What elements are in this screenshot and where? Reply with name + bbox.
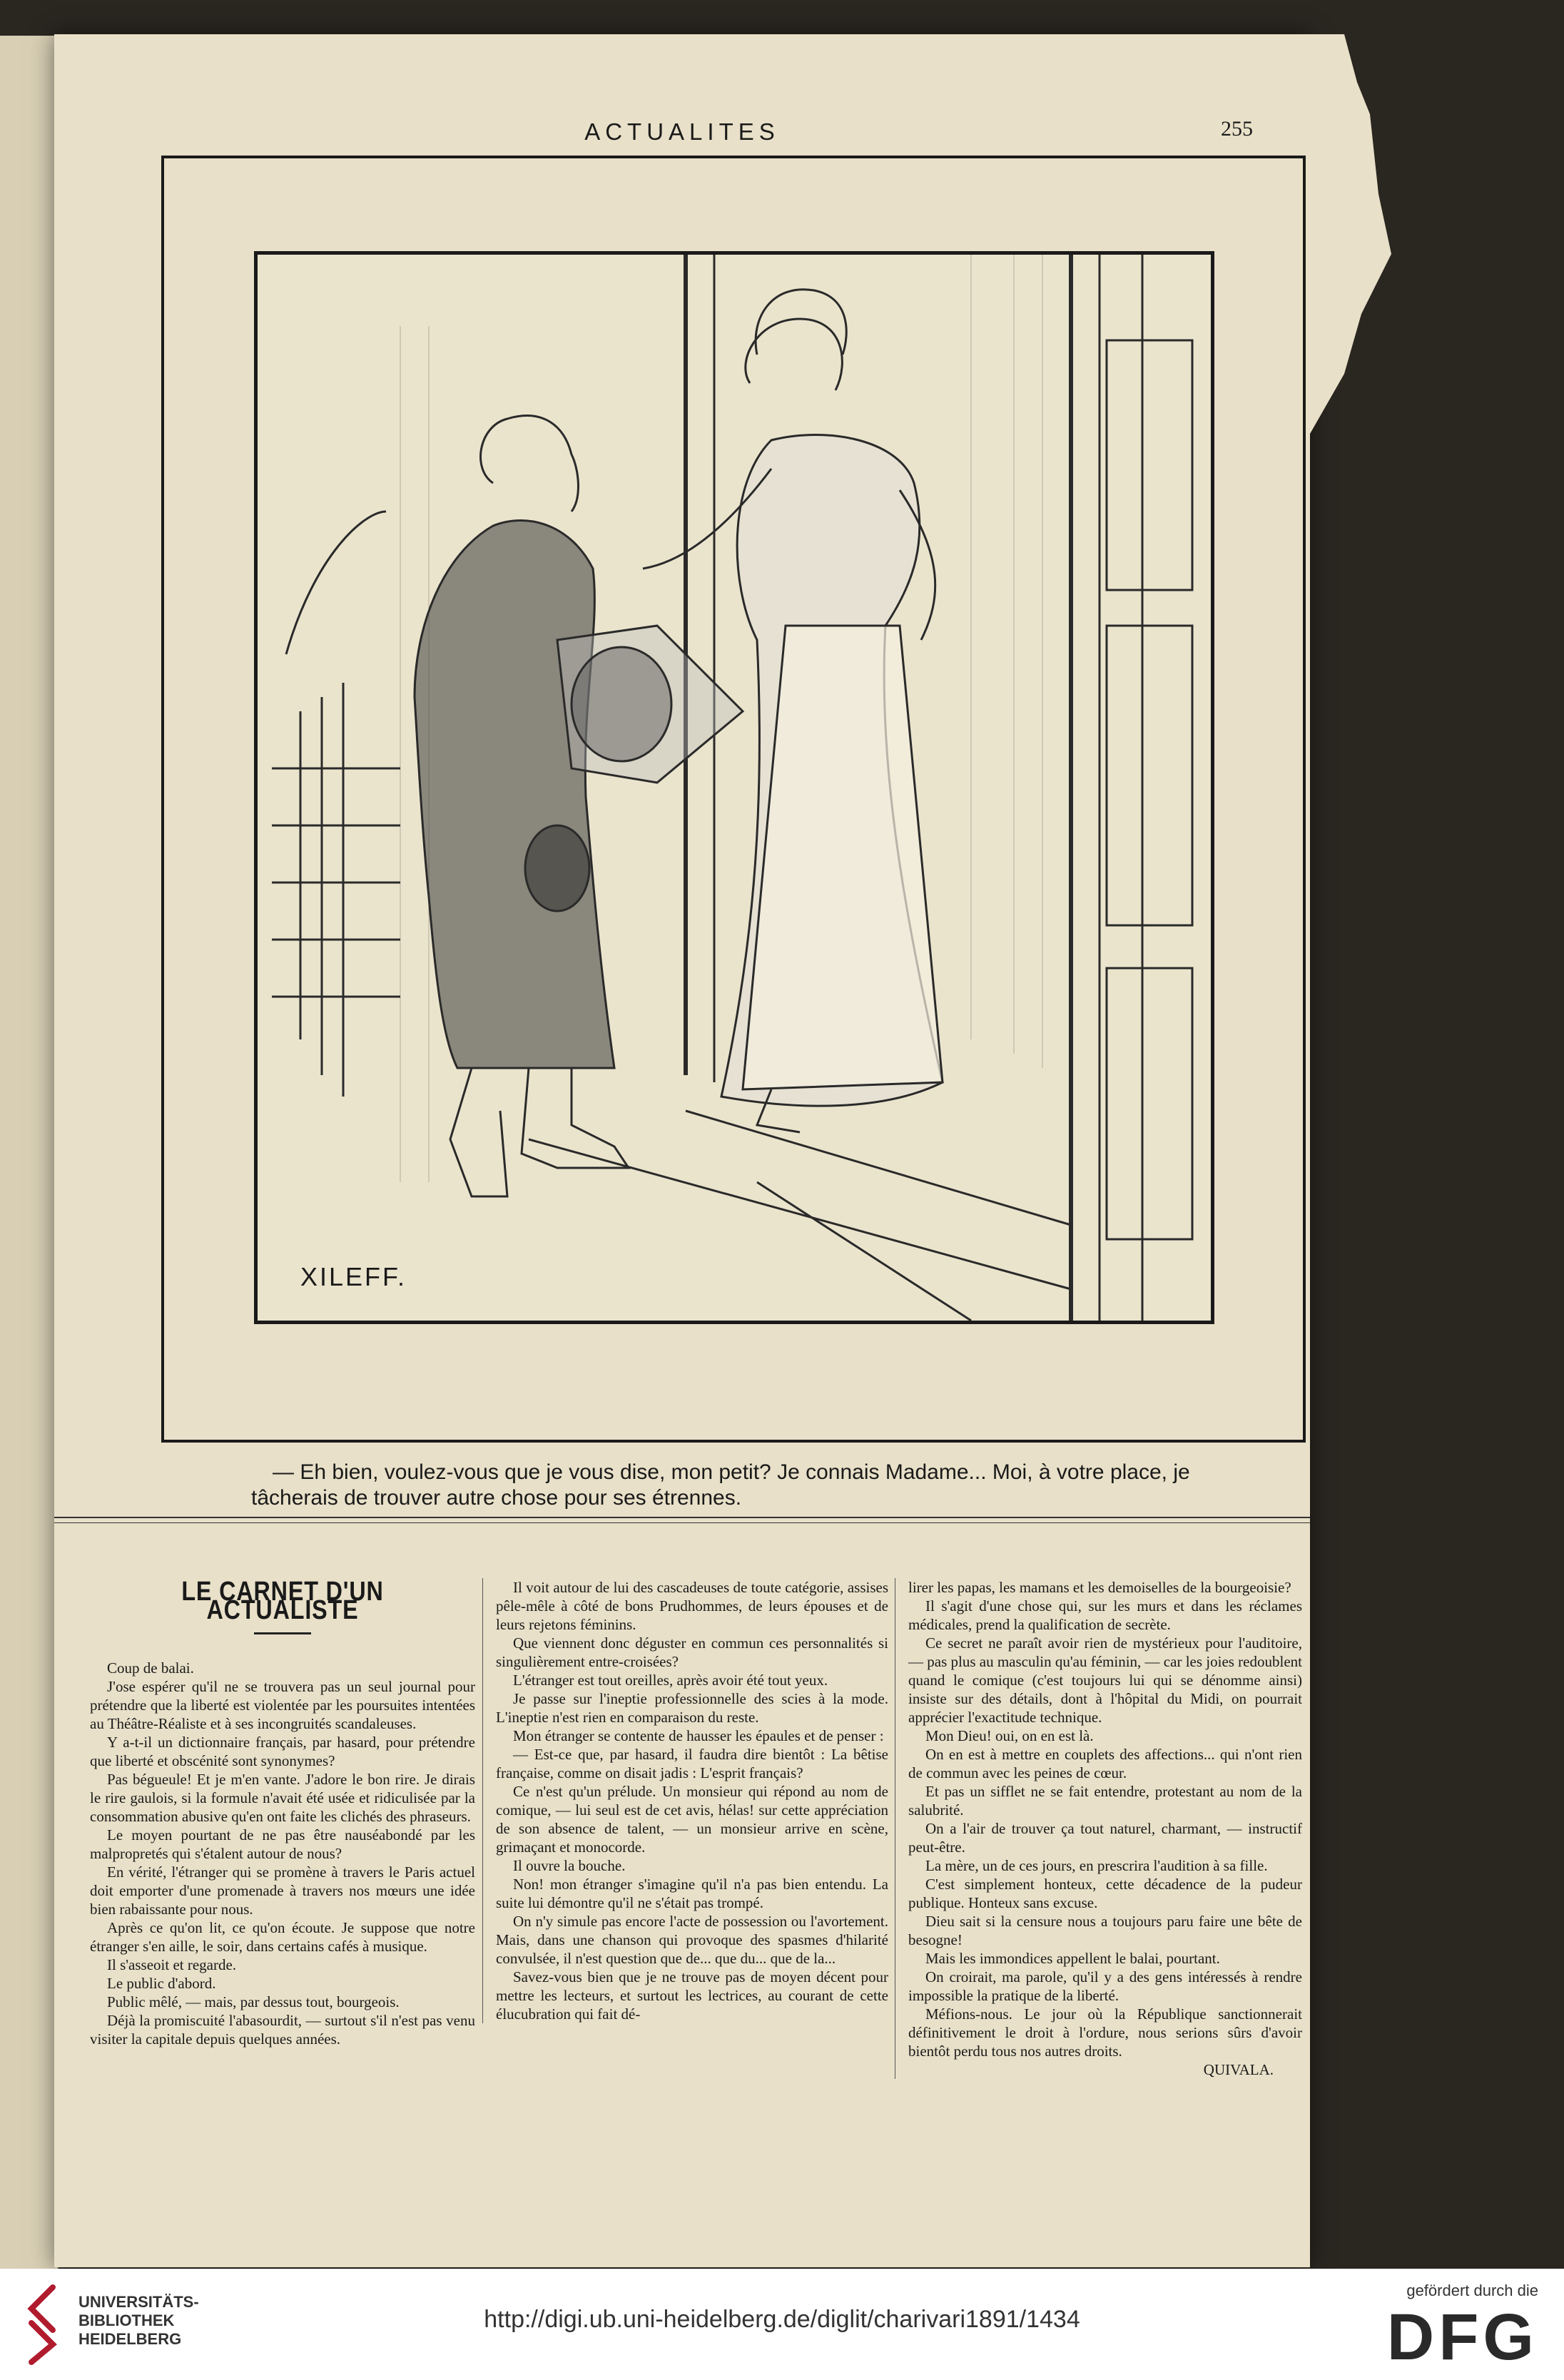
paragraph: J'ose espérer qu'il ne se trouvera pas un seul journal pour prétendre que la liberté est violentée par les poursuites intentées au Théâtre-Réaliste et à ses incongruités scandaleuses. [90, 1678, 475, 1732]
column-1-paragraphs [90, 1659, 475, 2048]
paragraph: Ce n'est qu'un prélude. Un monsieur qui répond au nom de comique, — lui seul est de cet avis, hélas! sur cette appréciation de son absence de talent, — un monsieur arrive en scène, grimaçant et monocorde. [496, 1783, 888, 1856]
paragraph: On a l'air de trouver ça tout naturel, charmant, — instructif peut-être. [908, 1820, 1302, 1856]
paragraph: On croirait, ma parole, qu'il y a des gens intéressés à rendre impossible la pratique de la liberté. [908, 1968, 1302, 2004]
document-url-link[interactable]: http://digi.ub.uni-heidelberg.de/diglit/charivari1891/1434 [484, 2306, 1080, 2333]
paragraph: Que viennent donc déguster en commun ces personnalités si singulièrement entre-croisées? [496, 1634, 888, 1670]
paragraph: Pas bégueule! Et je m'en vante. J'adore le bon rire. Je dirais le rire gaulois, si la formule n'avait été usée et ridiculisée par la consommation abusive qu'en ont faite les clichés des phraseurs. [90, 1771, 475, 1825]
paragraph: Il s'agit d'une chose qui, sur les murs et dans les réclames médicales, prend la qualification de secrète. [908, 1597, 1302, 1633]
article-column-1 [90, 1575, 475, 2048]
running-head: ACTUALITES [584, 118, 780, 145]
paragraph: C'est simplement honteux, cette décadence de la pudeur publique. Honteux sans excuse. [908, 1876, 1302, 1911]
paragraph: Ce secret ne paraît avoir rien de mystérieux pour l'auditoire, — pas plus au masculin qu'au féminin, — car les joies redoublent quand le comique (c'est toujours lui qui se dénomme ainsi) insiste sur des détails, dont à l'hôpital du Midi, on pourrait apprécier l'exactitude technique. [908, 1634, 1302, 1726]
facing-page-edge [0, 36, 59, 2269]
illustration-caption: — Eh bien, voulez-vous que je vous dise, mon petit? Je connais Madame... Moi, à votre place, je tâcherais de trouver autre chose pour ses étrennes. [251, 1460, 1190, 1510]
paragraph: lirer les papas, les mamans et les demoiselles de la bourgeoisie? [908, 1579, 1291, 1596]
paragraph: Je passe sur l'ineptie professionnelle des scies à la mode. L'ineptie n'est rien en comparaison du reste. [496, 1690, 888, 1726]
illustration-outer-frame [161, 156, 1306, 1443]
paragraph: Déjà la promiscuité l'abasourdit, — surtout s'il n'est pas venu visiter la capitale depuis quelques années. [90, 2012, 475, 2048]
paragraph: Le moyen pourtant de ne pas être nauséabondé par les malpropretés qui s'étalent autour de nous? [90, 1826, 475, 1862]
paragraph: On en est à mettre en couplets des affections... qui n'ont rien de commun avec les peines de cœur. [908, 1746, 1302, 1781]
funding-label: gefördert durch die [1406, 2282, 1538, 2299]
paragraph: Dieu sait si la censure nous a toujours paru faire une bête de besogne! [908, 1913, 1302, 1948]
paragraph: Après ce qu'on lit, ce qu'on écoute. Je suppose que notre étranger s'en aille, le soir, dans certains cafés à musique. [90, 1919, 475, 1955]
title-rule [254, 1632, 311, 1634]
article-title: LE CARNET D'UN ACTUALISTE [181, 1577, 384, 1625]
paragraph: Et pas un sifflet ne se fait entendre, protestant au nom de la salubrité. [908, 1783, 1302, 1819]
paragraph: Savez-vous bien que je ne trouve pas de moyen décent pour mettre les lecteurs, et surtout les lectrices, au courant de cette élucubration qui fait dé- [496, 1968, 888, 2023]
newspaper-page [54, 34, 1310, 2267]
paragraph: Coup de balai. [107, 1659, 194, 1677]
article-column-2 [482, 1578, 888, 2023]
paragraph: Il ouvre la bouche. [513, 1857, 626, 1874]
paragraph: En vérité, l'étranger qui se promène à travers le Paris actuel doit emporter d'une promenade à travers nos mœurs une idée bien rabaissante pour nous. [90, 1863, 475, 1918]
footer-bar [0, 2269, 1564, 2380]
paragraph: Le public d'abord. [107, 1975, 216, 1992]
dfg-logo: DFG [1386, 2301, 1538, 2374]
illustration-inner-frame [254, 251, 1214, 1324]
section-divider-bottom [54, 1522, 1310, 1523]
paragraph: On n'y simule pas encore l'acte de possession ou l'avortement. Mais, dans une chanson qui provoque des spasmes d'hilarité convulsée, il n'est question que de... que du... que de la... [496, 1913, 888, 1967]
article-column-3 [895, 1578, 1302, 2079]
institution-line: HEIDELBERG [78, 2330, 182, 2348]
institution-line: BIBLIOTHEK [78, 2312, 175, 2329]
paragraph: Méfions-nous. Le jour où la République sanctionnerait définitivement le droit à l'ordure, nous serions sûrs d'avoir bientôt perdu tous nos autres droits. [908, 2005, 1302, 2060]
paragraph: Mais les immondices appellent le balai, pourtant. [925, 1950, 1220, 1967]
paragraph: La mère, un de ces jours, en prescrira l'audition à sa fille. [925, 1857, 1268, 1874]
paragraph: Mon étranger se contente de hausser les épaules et de penser : [513, 1727, 884, 1744]
page-number: 255 [1221, 117, 1253, 141]
paragraph: L'étranger est tout oreilles, après avoir été tout yeux. [513, 1672, 828, 1689]
paragraph: Mon Dieu! oui, on en est là. [925, 1727, 1094, 1744]
illustration-drawing [258, 255, 1211, 1321]
article-signature: QUIVALA. [1203, 2061, 1274, 2078]
illustrator-signature: XILEFF. [300, 1262, 407, 1291]
section-divider-top [54, 1517, 1310, 1518]
institution-line: UNIVERSITÄTS- [78, 2293, 199, 2311]
paragraph: Il s'asseoit et regarde. [107, 1956, 237, 1973]
paragraph: Y a-t-il un dictionnaire français, par hasard, pour prétendre que liberté et obscénité sont synonymes? [90, 1734, 475, 1769]
paragraph: Public mêlé, — mais, par dessus tout, bourgeois. [107, 1993, 400, 2010]
article-columns [54, 1575, 1310, 2260]
paragraph: Il voit autour de lui des cascadeuses de toute catégorie, assises pêle-mêle à côté de bons Prudhommes, de leurs épouses et de leurs rejetons féminins. [496, 1579, 888, 1633]
paragraph: Non! mon étranger s'imagine qu'il n'a pas bien entendu. La suite lui démontre qu'il ne s'était pas trompé. [496, 1876, 888, 1911]
paragraph: — Est-ce que, par hasard, il faudra dire bientôt : La bêtise française, comme on disait jadis : L'esprit français? [496, 1746, 888, 1781]
